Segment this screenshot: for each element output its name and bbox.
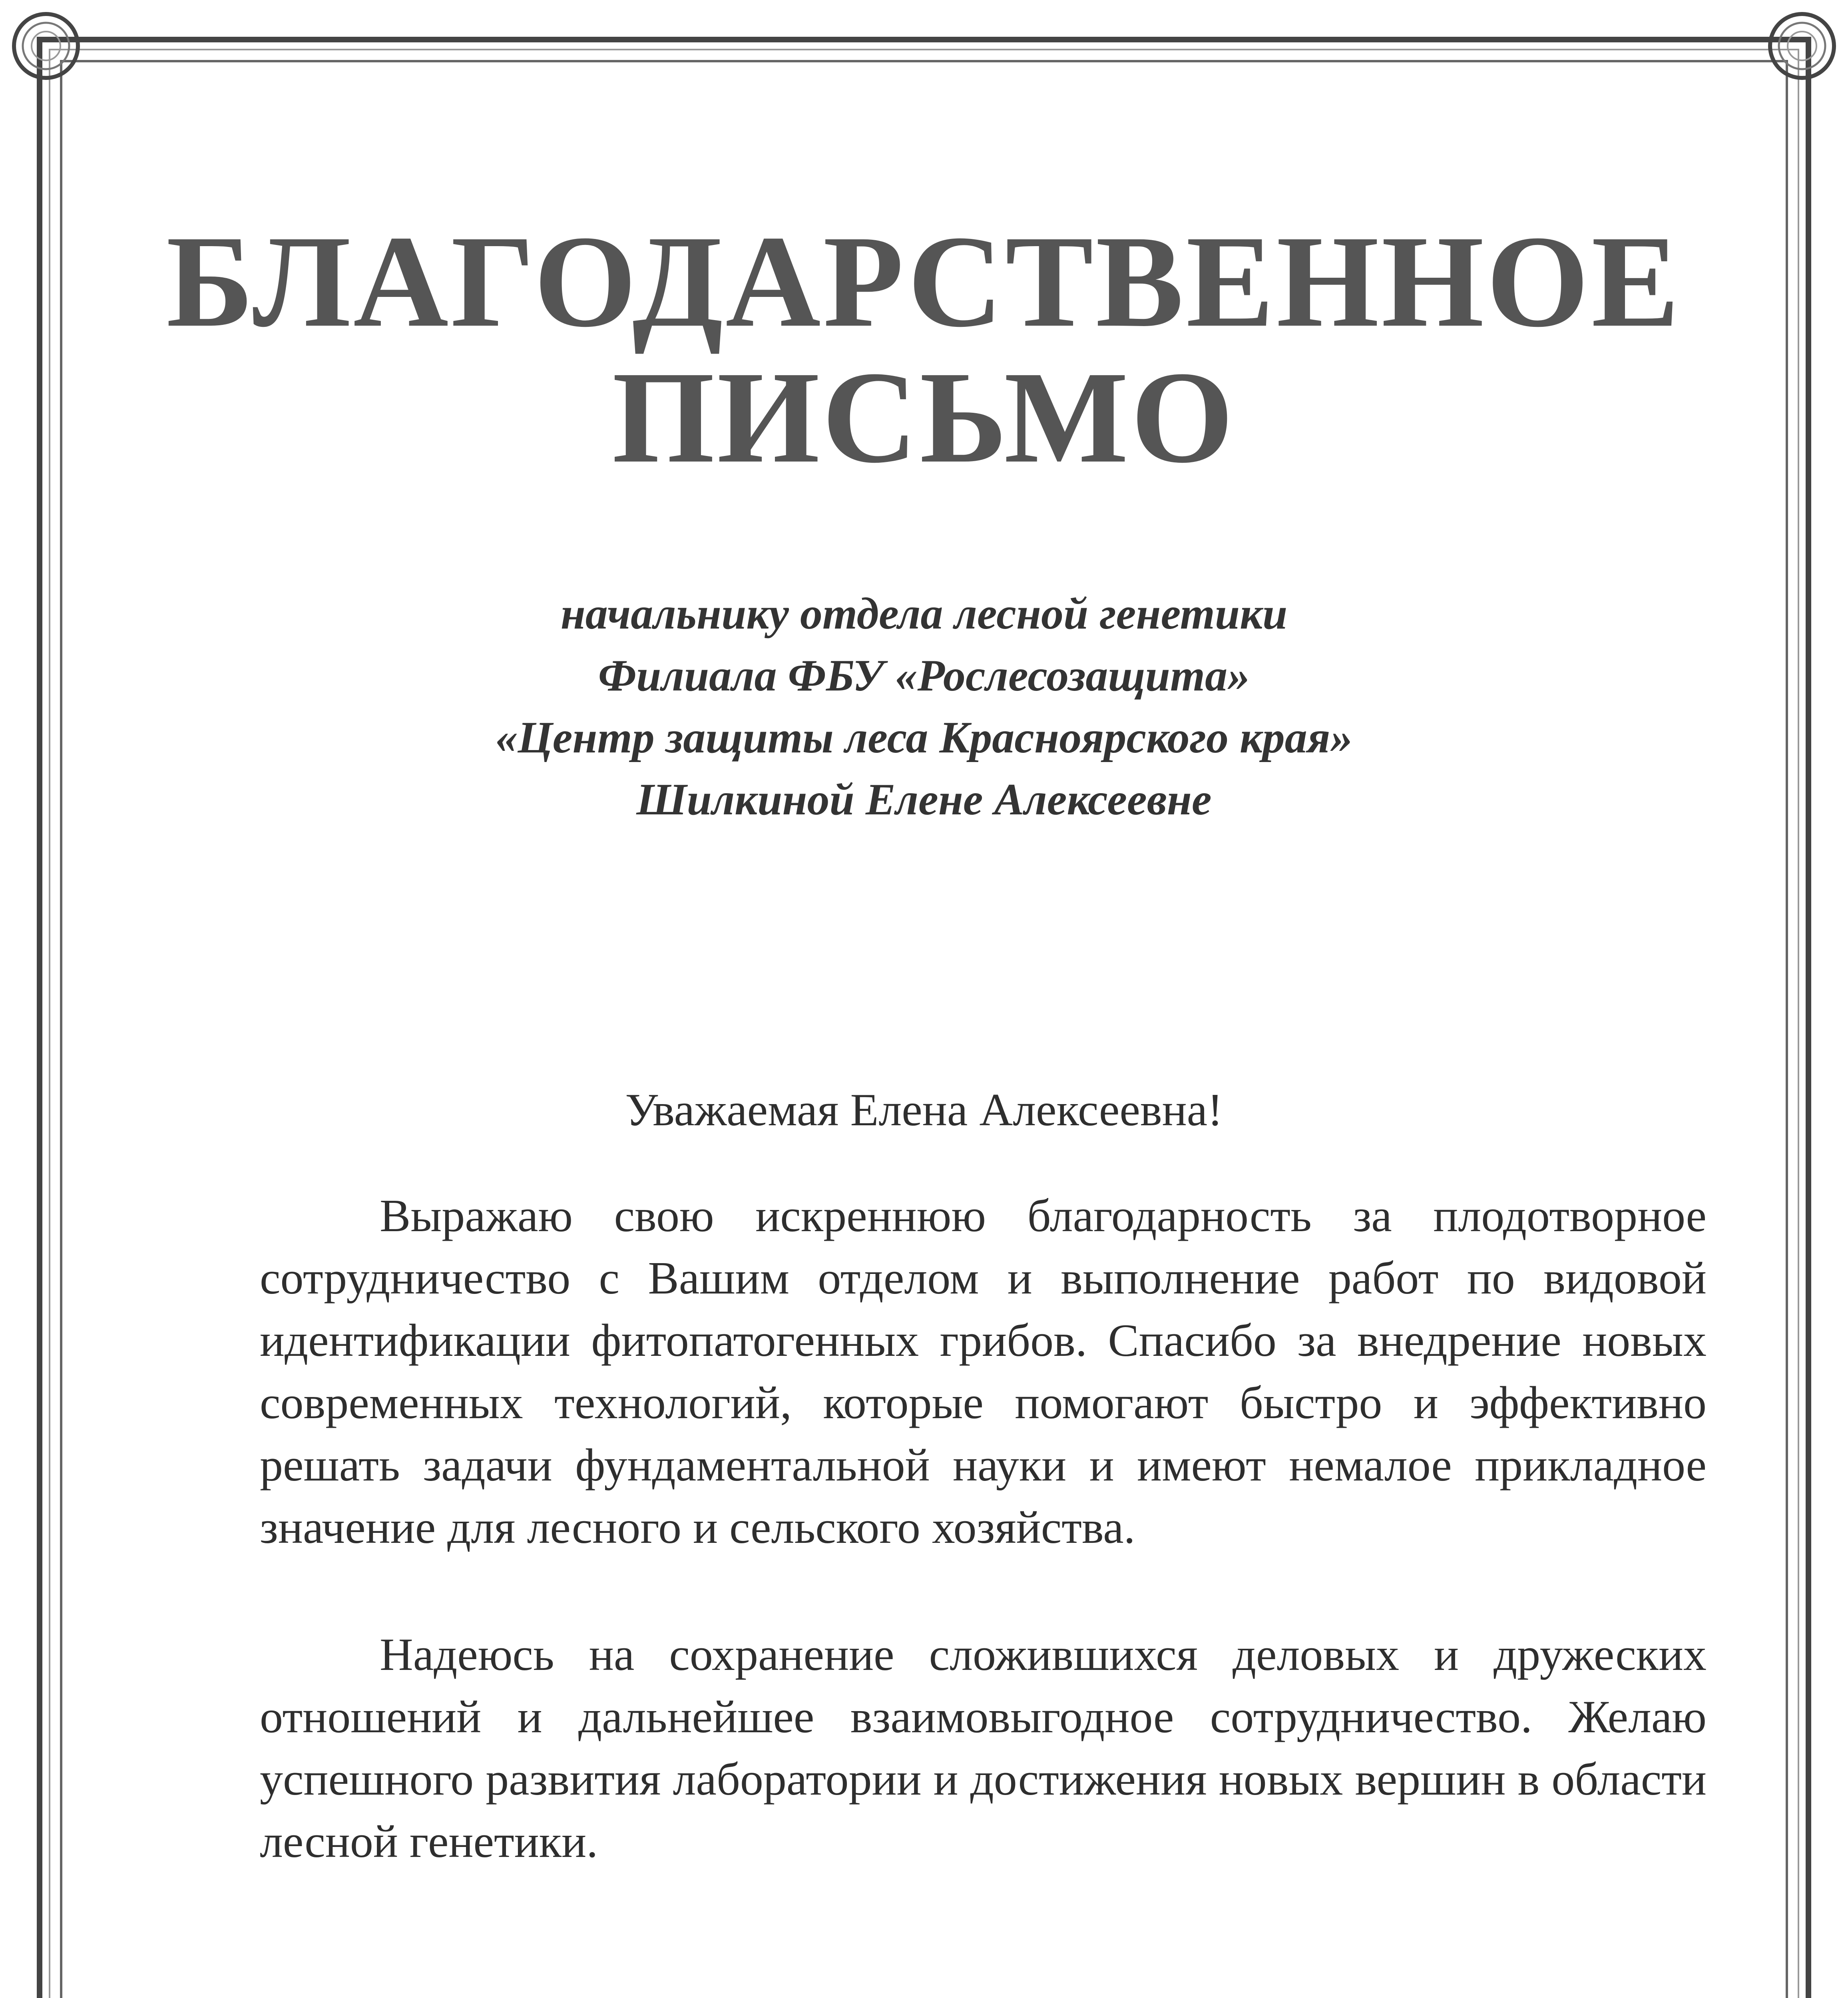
corner-ornament-icon [1756, 0, 1848, 92]
document-title-line-2: ПИСЬМО [612, 344, 1236, 490]
body-paragraph-1 [260, 1185, 1707, 1559]
salutation: Уважаемая Елена Алексеевна! [625, 1085, 1223, 1136]
document-title-line-1: БЛАГОДАРСТВЕННОЕ [166, 209, 1682, 354]
recipient-center: «Центр защиты леса Красноярского края» [495, 713, 1353, 762]
recipient-organization: Филиала ФБУ «Рослесозащита» [598, 651, 1250, 700]
paragraph-text: Выражаю свою искреннюю благодарность за плодотворное сотрудничество с Вашим отделом и выполнение работ по видовой идентификации фитопатогенных грибов. Спасибо за внедрение новых современных технологий, которые помогают быстро и эффективно решать задачи фундаментальной науки и имеют немалое прикладное значение для лесного и сельского хозяйства. [260, 1190, 1707, 1553]
paragraph-text: Надеюсь на сохранение сложившихся деловых и дружеских отношений и дальнейшее взаимовыгодное сотрудничество. Желаю успешного развития лаборатории и достижения новых вершин в области лесной генетики. [260, 1629, 1707, 1867]
recipient-position: начальнику отдела лесной генетики [560, 589, 1288, 639]
body-paragraph-2 [260, 1624, 1707, 1873]
recipient-name: Шилкиной Елене Алексеевне [636, 775, 1212, 824]
corner-ornament-icon [0, 0, 92, 92]
